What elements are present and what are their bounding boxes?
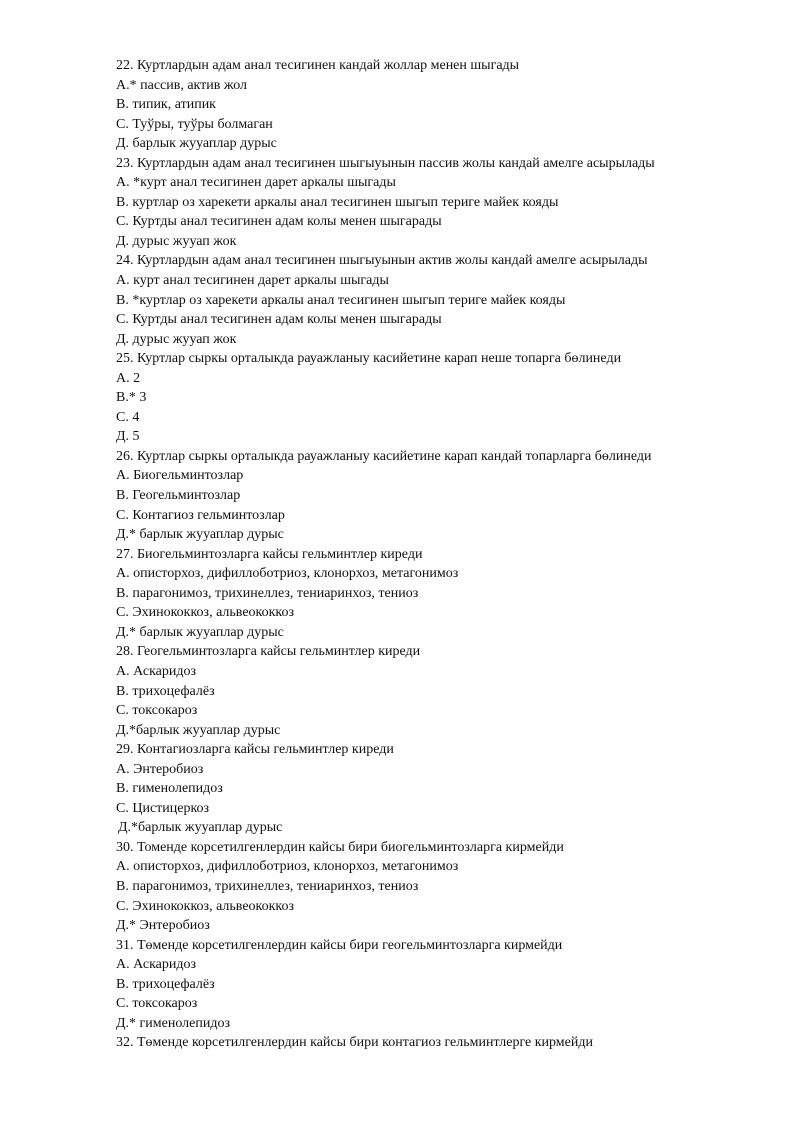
- answer-29-b: В. гименолепидоз: [116, 781, 223, 797]
- answer-23-b: В. куртлар оз харекети аркалы анал тесигинен шыгып териге майек кояды: [116, 194, 559, 210]
- answer-22-d: Д. барлык жууаплар дурыс: [116, 136, 277, 152]
- answer-31-a: А. Аскаридоз: [116, 957, 197, 973]
- answer-26-d: Д.* барлык жууаплар дурыс: [116, 527, 284, 543]
- question-28: 28. Геогельминтозларга кайсы гельминтлер киреди: [116, 644, 421, 660]
- answer-25-a: А. 2: [116, 370, 141, 386]
- answer-25-d: Д. 5: [116, 429, 140, 445]
- answer-27-a: А. описторхоз, дифиллоботриоз, клонорхоз, метагонимоз: [116, 566, 459, 582]
- answer-25-b: В.* 3: [116, 390, 147, 406]
- answer-30-d: Д.* Энтеробиоз: [116, 918, 210, 934]
- answer-25-c: С. 4: [116, 409, 140, 425]
- answer-26-c: С. Контагиоз гельминтозлар: [116, 507, 285, 523]
- question-31: 31. Төменде корсетилгенлердин кайсы бири геогельминтозларга кирмейди: [116, 937, 563, 953]
- answer-22-a: А.* пассив, актив жол: [116, 77, 248, 93]
- question-26: 26. Куртлар сыркы орталыкда рауажланыу касийетине карап кандай топарларга бөлинеди: [116, 448, 652, 464]
- question-25: 25. Куртлар сыркы орталыкда рауажланыу касийетине карап неше топарга бөлинеди: [116, 351, 622, 367]
- answer-23-c: С. Куртды анал тесигинен адам колы менен шыгарады: [116, 214, 442, 230]
- question-23: 23. Куртлардын адам анал тесигинен шыгыуынын пассив жолы кандай амелге асырылады: [116, 155, 655, 171]
- question-29: 29. Контагиозларга кайсы гельминтлер киреди: [116, 742, 394, 758]
- question-30: 30. Томенде корсетилгенлердин кайсы бири биогельминтозларга кирмейди: [116, 839, 564, 855]
- question-22: 22. Куртлардын адам анал тесигинен кандай жоллар менен шыгады: [116, 58, 520, 73]
- answer-30-a: А. описторхоз, дифиллоботриоз, клонорхоз, метагонимоз: [116, 859, 459, 875]
- answer-31-b: В. трихоцефалёз: [116, 976, 215, 992]
- answer-28-a: А. Аскаридоз: [116, 663, 197, 679]
- answer-31-c: С. токсокароз: [116, 996, 198, 1012]
- answer-29-c: С. Цистицеркоз: [116, 800, 210, 816]
- answer-30-c: С. Эхинококкоз, альвеококкоз: [116, 898, 295, 914]
- answer-24-c: С. Куртды анал тесигинен адам колы менен шыгарады: [116, 312, 442, 328]
- document-body: [116, 56, 716, 1053]
- answer-27-b: В. парагонимоз, трихинеллез, тениаринхоз, тениоз: [116, 585, 419, 601]
- answer-22-b: В. типик, атипик: [116, 97, 216, 113]
- answer-23-a: А. *курт анал тесигинен дарет аркалы шыгады: [116, 175, 396, 191]
- answer-26-a: А. Биогельминтозлар: [116, 468, 244, 484]
- answer-29-d: Д.*барлык жууаплар дурыс: [118, 820, 283, 836]
- answer-23-d: Д. дурыс жууап жок: [116, 233, 237, 249]
- answer-28-b: В. трихоцефалёз: [116, 683, 215, 699]
- question-24: 24. Куртлардын адам анал тесигинен шыгыуынын актив жолы кандай амелге асырылады: [116, 253, 648, 269]
- answer-22-c: С. Туўры, туўры болмаган: [116, 116, 273, 132]
- answer-31-d: Д.* гименолепидоз: [116, 1015, 231, 1031]
- answer-24-b: В. *куртлар оз харекети аркалы анал тесигинен шыгып териге майек кояды: [116, 292, 566, 308]
- answer-24-d: Д. дурыс жууап жок: [116, 331, 237, 347]
- answer-24-a: А. курт анал тесигинен дарет аркалы шыгады: [116, 273, 389, 289]
- answer-28-d: Д.*барлык жууаплар дурыс: [116, 722, 281, 738]
- answer-29-a: А. Энтеробиоз: [116, 761, 204, 777]
- answer-26-b: В. Геогельминтозлар: [116, 488, 241, 504]
- answer-27-d: Д.* барлык жууаплар дурыс: [116, 624, 284, 640]
- answer-30-b: В. парагонимоз, трихинеллез, тениаринхоз, тениоз: [116, 878, 419, 894]
- question-32: 32. Төменде корсетилгенлердин кайсы бири контагиоз гельминтлерге кирмейди: [116, 1035, 593, 1051]
- answer-27-c: С. Эхинококкоз, альвеококкоз: [116, 605, 295, 621]
- answer-28-c: С. токсокароз: [116, 703, 198, 719]
- question-27: 27. Биогельминтозларга кайсы гельминтлер киреди: [116, 546, 423, 562]
